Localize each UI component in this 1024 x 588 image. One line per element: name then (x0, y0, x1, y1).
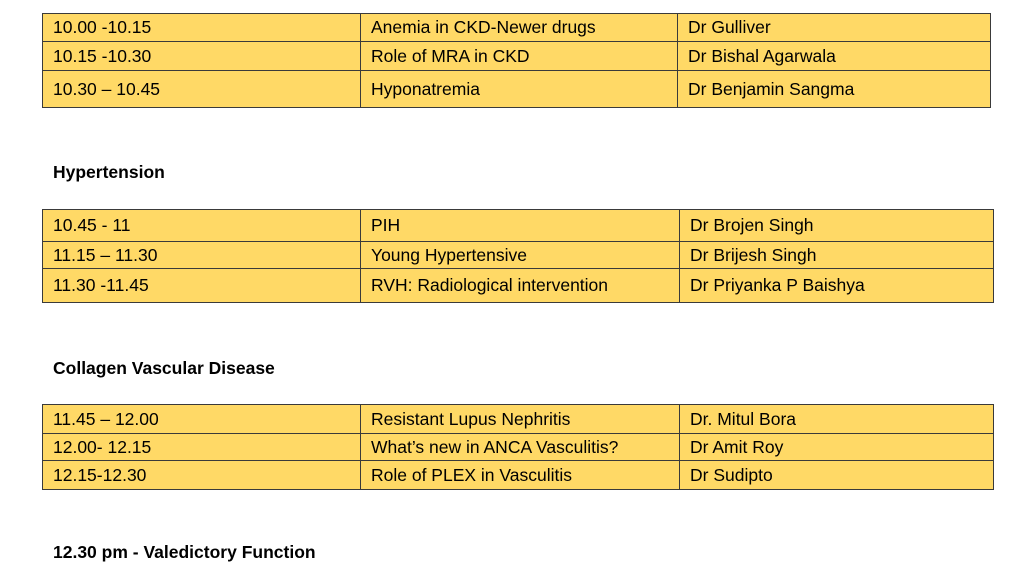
table-row (43, 210, 994, 242)
speaker-cell: Dr Sudipto (680, 461, 994, 490)
time-cell: 10.15 -10.30 (43, 42, 361, 71)
topic-cell: Role of PLEX in Vasculitis (361, 461, 680, 490)
topic-cell: Anemia in CKD-Newer drugs (361, 14, 678, 42)
topic-cell: PIH (361, 210, 680, 242)
time-cell: 11.30 -11.45 (43, 269, 361, 303)
topic-cell: Role of MRA in CKD (361, 42, 678, 71)
table-row (43, 434, 994, 461)
speaker-cell: Dr Gulliver (678, 14, 991, 42)
schedule-table-collagen-vascular (42, 404, 994, 490)
topic-cell: RVH: Radiological intervention (361, 269, 680, 303)
table-row (43, 242, 994, 269)
table-row (43, 42, 991, 71)
section-heading-collagen-vascular-disease: Collagen Vascular Disease (53, 358, 275, 378)
time-cell: 10.45 - 11 (43, 210, 361, 242)
schedule-table-hypertension (42, 209, 994, 303)
topic-cell: What’s new in ANCA Vasculitis? (361, 434, 680, 461)
table-row (43, 71, 991, 108)
topic-cell: Young Hypertensive (361, 242, 680, 269)
speaker-cell: Dr Priyanka P Baishya (680, 269, 994, 303)
section-heading-hypertension: Hypertension (53, 162, 165, 182)
schedule-table-ckd (42, 13, 991, 108)
speaker-cell: Dr Amit Roy (680, 434, 994, 461)
time-cell: 11.45 – 12.00 (43, 405, 361, 434)
table-row (43, 14, 991, 42)
speaker-cell: Dr Brojen Singh (680, 210, 994, 242)
time-cell: 12.15-12.30 (43, 461, 361, 490)
speaker-cell: Dr Benjamin Sangma (678, 71, 991, 108)
time-cell: 12.00- 12.15 (43, 434, 361, 461)
topic-cell: Resistant Lupus Nephritis (361, 405, 680, 434)
topic-cell: Hyponatremia (361, 71, 678, 108)
time-cell: 11.15 – 11.30 (43, 242, 361, 269)
table-row (43, 461, 994, 490)
time-cell: 10.30 – 10.45 (43, 71, 361, 108)
speaker-cell: Dr Brijesh Singh (680, 242, 994, 269)
valedictory-function-heading: 12.30 pm - Valedictory Function (53, 542, 316, 562)
table-row (43, 269, 994, 303)
speaker-cell: Dr. Mitul Bora (680, 405, 994, 434)
table-row (43, 405, 994, 434)
speaker-cell: Dr Bishal Agarwala (678, 42, 991, 71)
time-cell: 10.00 -10.15 (43, 14, 361, 42)
